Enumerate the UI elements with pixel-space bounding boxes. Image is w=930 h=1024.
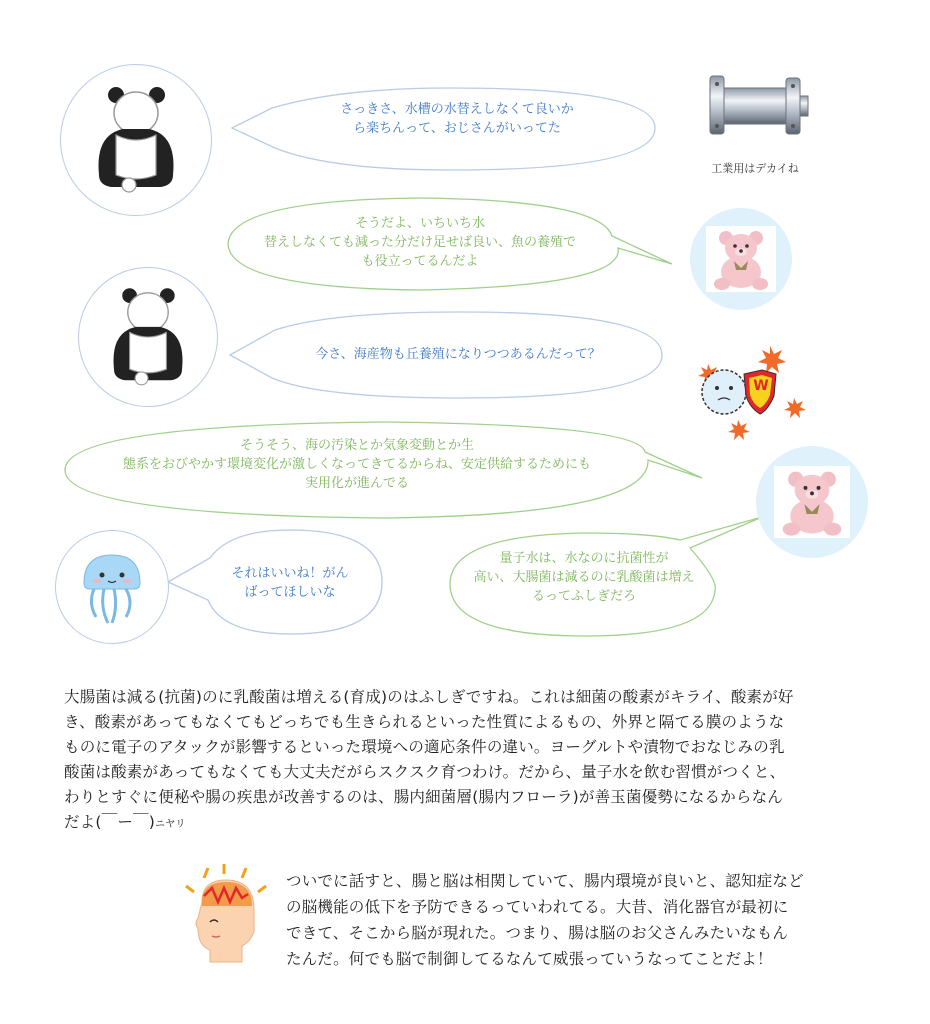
pipe-fitting-icon: [702, 66, 810, 146]
second-paragraph: ついでに話すと、腸と脳は相関していて、腸内環境が良いと、認知症など の脳機能の低下を予防できるっていわれてる。大昔、消化器官が最初に できて、そこから脳が現れた。つまり、腸は脳のお父さんみたいなもん たんだ。何でも脳で制御してるなんて威張っていうなってことだよ！: [286, 872, 804, 968]
shield-badge-letter: W: [753, 378, 769, 394]
panda-avatar: [78, 267, 218, 407]
brain-head-illustration: [184, 862, 274, 972]
speech-bubble-2-text: そうだよ、いちいち水 替えしなくても減った分だけ足せば良い、魚の養殖で も役立ってるんだよ: [263, 216, 576, 269]
panda-icon: [61, 65, 211, 215]
speech-bubble-4-text: そうそう、海の汚染とか気象変動とか生 態系をおびやかす環境変化が激しくなってきてるからね、安定供給するためにも 実用化が進んでる: [122, 438, 591, 491]
panda-avatar: [60, 64, 212, 216]
jellyfish-icon: [56, 531, 168, 643]
teddy-bear-icon: [706, 226, 776, 292]
brain-icon: [184, 862, 274, 972]
pipe-caption: 工業用はデカイね: [711, 162, 799, 175]
panda-icon: [79, 268, 217, 406]
speech-bubble-6-text: 量子水は、水なのに抗菌性が 高い、大腸菌は減るのに乳酸菌は増え るってふしぎだろ: [473, 551, 695, 604]
main-paragraph: 大腸菌は減る(抗菌)のに乳酸菌は増える(育成)のはふしぎですね。これは細菌の酸素がキライ、酸素が好 き、酸素があってもなくてもどっちでも生きられるといった性質によるもの、外界と隔てる膜のような ものに電子のアタックが影響するといった環境への適応条件の違い。ヨーグルトや漬物でおなじみの乳 酸菌は酸素があってもなくても大丈夫だがらスクスク育つわけ。だから、量子水を飲む習慣がつくと、 わりとすぐに便秘や腸の疾患が改善するのは、腸内細菌層(腸内フローラ)が善玉菌優勢になるからなん だよ(￣ー￣)ニヤリ: [64, 688, 794, 831]
industrial-pipe-image: [702, 66, 810, 146]
germ-with-shield-illustration: [686, 340, 816, 440]
germ-icon: [686, 340, 816, 440]
teddy-bear-avatar: [756, 446, 868, 558]
speech-bubble-5-text: それはいいね！がん ばってほしいな: [231, 566, 349, 600]
jellyfish-avatar: [55, 530, 169, 644]
teddy-bear-icon: [774, 466, 850, 538]
speech-bubble-1-text: さっきさ、水槽の水替えしなくて良いか ら楽ちんって、おじさんがいってた: [340, 102, 574, 136]
speech-bubble-3-text: 今さ、海産物も丘養殖になりつつあるんだって？: [315, 347, 601, 362]
teddy-bear-avatar: [690, 208, 792, 310]
